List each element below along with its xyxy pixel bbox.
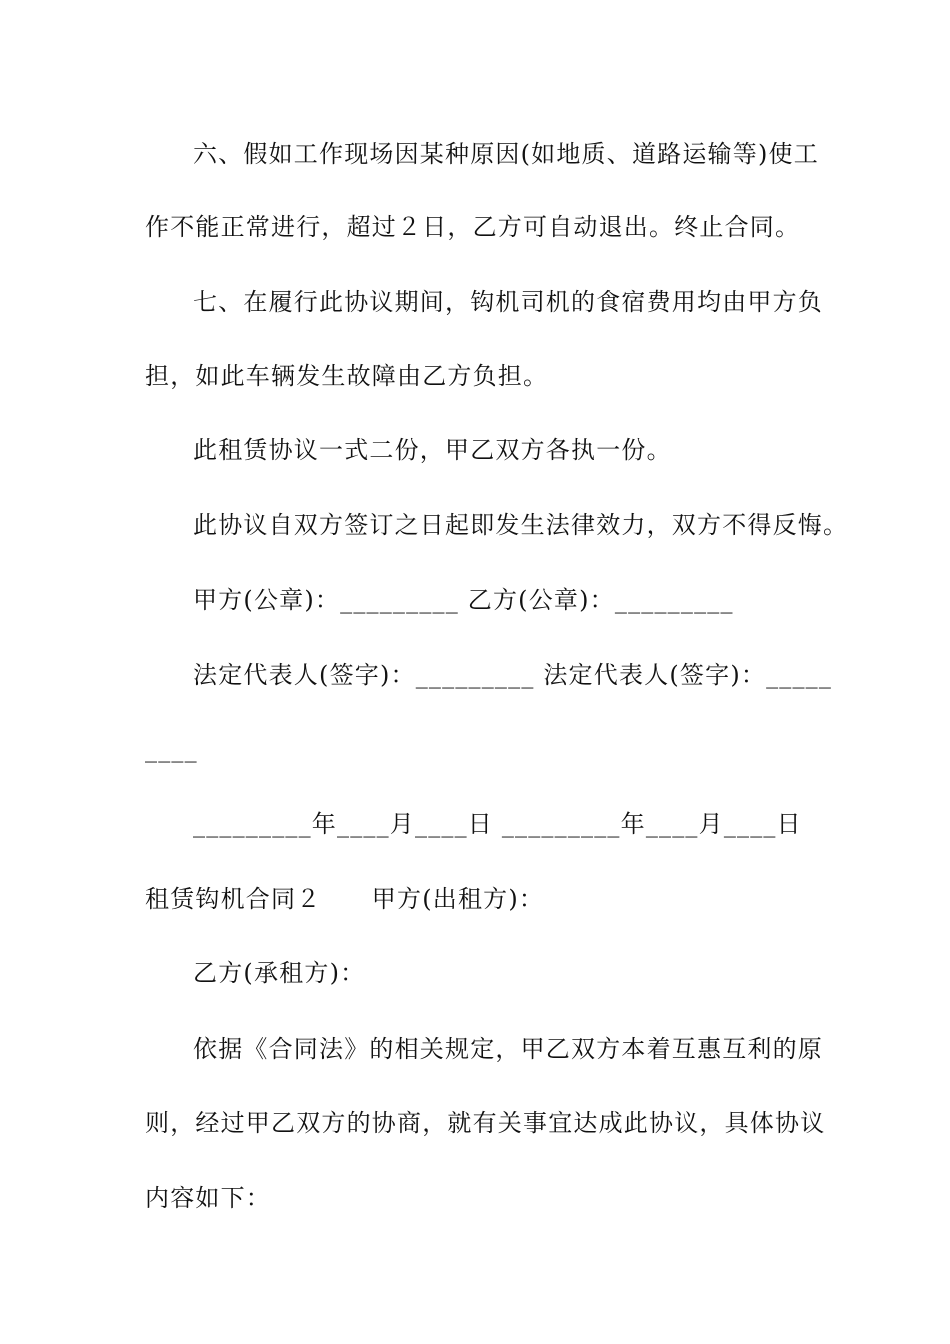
preamble-line-1: 依据《合同法》的相关规定，甲乙双方本着互惠互利的原 (193, 1035, 823, 1063)
copies-clause: 此租赁协议一式二份，甲乙双方各执一份。 (193, 436, 672, 464)
lessee-line: 乙方(承租方)： (193, 959, 366, 987)
preamble-line-3: 内容如下： (145, 1184, 271, 1212)
contract-2-heading: 租赁钩机合同２ 甲方(出租方)： (145, 885, 545, 913)
signature-line: 法定代表人(签字)：_________ 法定代表人(签字)：_____ (193, 661, 833, 689)
signature-line-continued: ____ (145, 735, 198, 763)
seal-line: 甲方(公章)：_________ 乙方(公章)：_________ (193, 586, 734, 614)
preamble-line-2: 则，经过甲乙双方的协商，就有关事宜达成此协议，具体协议 (145, 1109, 826, 1137)
paragraph-6-line-1: 六、假如工作现场因某种原因(如地质、道路运输等)使工 (193, 140, 819, 168)
effect-clause: 此协议自双方签订之日起即发生法律效力，双方不得反悔。 (193, 511, 849, 539)
date-line: _________年____月____日 _________年____月____日 (193, 810, 802, 838)
paragraph-6-line-2: 作不能正常进行，超过２日，乙方可自动退出。终止合同。 (145, 213, 801, 241)
paragraph-7-line-2: 担，如此车辆发生故障由乙方负担。 (145, 362, 549, 390)
paragraph-7-line-1: 七、在履行此协议期间，钩机司机的食宿费用均由甲方负 (193, 288, 823, 316)
